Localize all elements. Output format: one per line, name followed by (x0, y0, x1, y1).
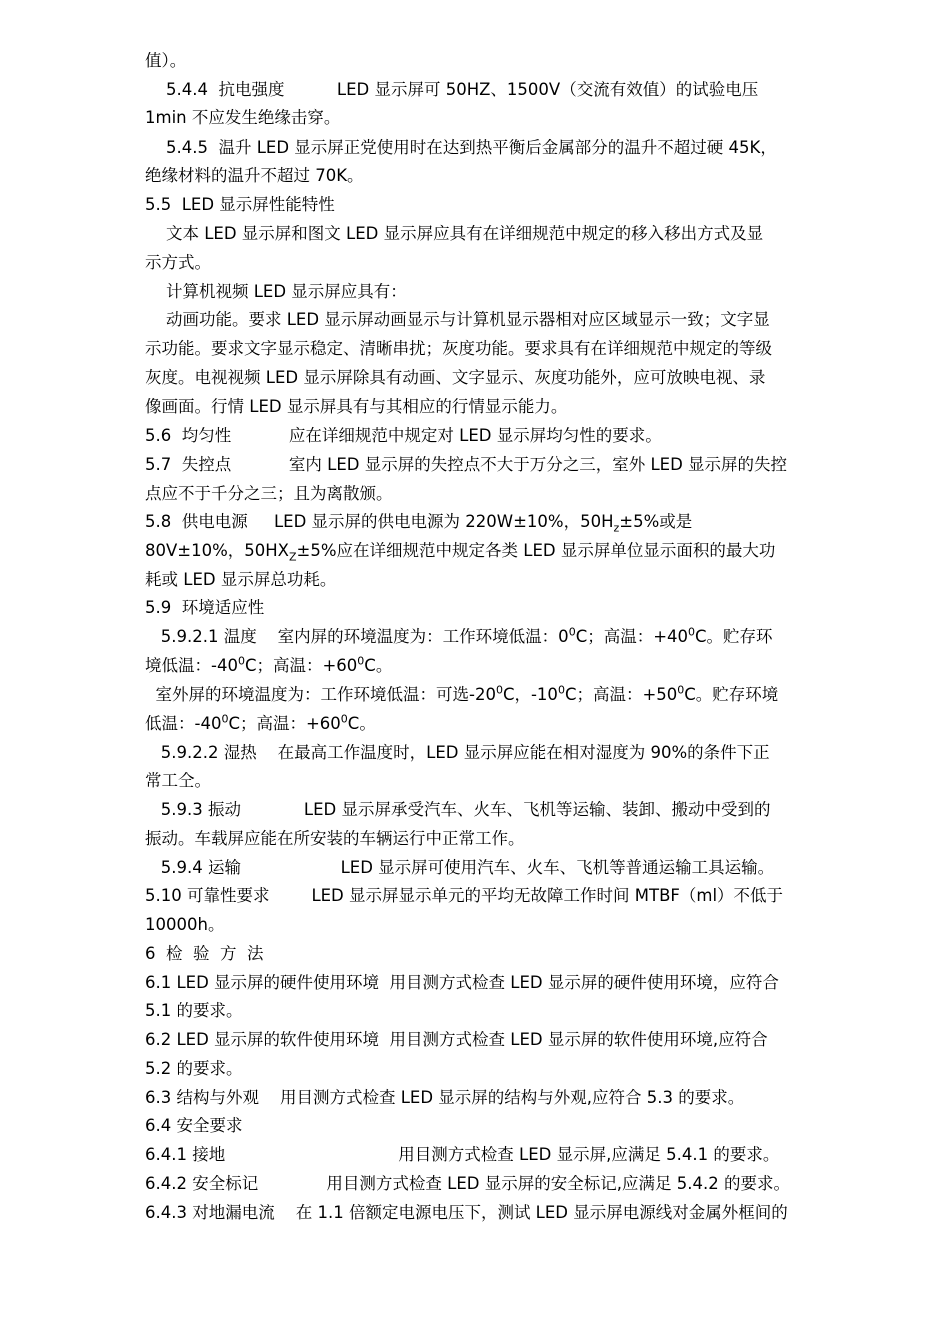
text-line: 像画面。行情 LED 显示屏具有与其相应的行情显示能力。 (145, 397, 568, 416)
superscript: 0 (568, 625, 576, 639)
section-heading (145, 512, 693, 535)
text-run: C。贮存环 (695, 627, 773, 646)
text-line: 5.1 的要求。 (145, 1001, 243, 1020)
section-heading: 5.6 均匀性 应在详细规范中规定对 LED 显示屏均匀性的要求。 (145, 426, 662, 445)
text-line (145, 627, 773, 647)
text-line: 点应不于千分之三；且为离散颁。 (145, 484, 393, 503)
superscript: 0 (340, 712, 348, 726)
superscript: 0 (357, 654, 365, 668)
text-line: 5.2 的要求。 (145, 1059, 243, 1078)
text-line: 动画功能。要求 LED 显示屏动画显示与计算机显示器相对应区域显示一致；文字显 (145, 310, 770, 329)
superscript: 0 (495, 683, 503, 697)
section-heading: 6.2 LED 显示屏的软件使用环境 用目测方式检查 LED 显示屏的软件使用环境,应符合 (145, 1030, 768, 1049)
text-line: 示功能。要求文字显示稳定、清晰串扰；灰度功能。要求具有在详细规范中规定的等级 (145, 339, 772, 358)
text-line: 文本 LED 显示屏和图文 LED 显示屏应具有在详细规范中规定的移入移出方式及显 (145, 224, 764, 243)
chapter-heading: 6 检 验 方 法 (145, 944, 264, 963)
text-line: 6.4.3 对地漏电流 在 1.1 倍额定电源电压下，测试 LED 显示屏电源线对金属外框间的 (145, 1203, 788, 1222)
section-heading: 6.1 LED 显示屏的硬件使用环境 用目测方式检查 LED 显示屏的硬件使用环境，应符合 (145, 973, 779, 992)
subscript: z (613, 521, 620, 535)
text-line: 常工仝。 (145, 771, 211, 790)
text-line: 5.4.5 温升 LED 显示屏正党使用时在达到热平衡后金属部分的温升不超过硬 45K， (145, 138, 777, 157)
section-heading: 5.10 可靠性要求 LED 显示屏显示单元的平均无故障工作时间 MTBF（ml）不低于 (145, 886, 784, 905)
section-heading: 6.3 结构与外观 用目测方式检查 LED 显示屏的结构与外观,应符合 5.3 的要求。 (145, 1088, 745, 1107)
text-line: 振动。车载屏应能在所安装的车辆运行中正常工作。 (145, 829, 525, 848)
text-line: 5.9.2.2 湿热 在最高工作温度时，LED 显示屏应能在相对湿度为 90%的条件下正 (145, 743, 770, 762)
text-run: 境低温：-40 (145, 656, 238, 675)
text-run: C。 (347, 714, 376, 733)
text-run: 80V±10%，50HX (145, 541, 289, 560)
text-run: C。 (364, 656, 393, 675)
superscript: 0 (557, 683, 565, 697)
text-run: 5.9.2.1 温度 室内屏的环境温度为：工作环境低温：0 (145, 627, 569, 646)
superscript: 0 (221, 712, 229, 726)
text-run: ±5%或是 (619, 512, 693, 531)
text-line: 耗或 LED 显示屏总功耗。 (145, 570, 337, 589)
text-run: ±5%应在详细规范中规定各类 LED 显示屏单位显示面积的最大功 (296, 541, 776, 560)
text-line: 绝缘材料的温升不超过 70K。 (145, 166, 364, 185)
section-heading: 5.5 LED 显示屏性能特性 (145, 195, 335, 214)
text-run: 5.8 供电电源 LED 显示屏的供电电源为 220W±10%，50H (145, 512, 614, 531)
text-run: C，-10 (502, 685, 558, 704)
text-run: 低温：-40 (145, 714, 222, 733)
section-heading: 6.4 安全要求 (145, 1116, 243, 1135)
superscript: 0 (688, 625, 696, 639)
text-run: C；高温：+60 (244, 656, 358, 675)
text-line (145, 656, 392, 676)
subscript: Z (289, 550, 297, 564)
text-line: 1min 不应发生绝缘击穿。 (145, 108, 341, 127)
text-line: 5.9.3 振动 LED 显示屏承受汽车、火车、飞机等运输、装卸、搬动中受到的 (145, 800, 771, 819)
text-run: C；高温：+60 (228, 714, 341, 733)
text-run: C；高温：+50 (564, 685, 678, 704)
text-line (145, 714, 376, 734)
text-line: 6.4.2 安全标记 用目测方式检查 LED 显示屏的安全标记,应满足 5.4.2 的要求。 (145, 1174, 790, 1193)
text-line: 值）。 (145, 51, 187, 70)
text-line: 5.9.4 运输 LED 显示屏可使用汽车、火车、飞机等普通运输工具运输。 (145, 858, 775, 877)
text-line: 5.4.4 抗电强度 LED 显示屏可 50HZ、1500V（交流有效值）的试验电压 (145, 80, 759, 99)
text-line: 示方式。 (145, 253, 211, 272)
text-line: 6.4.1 接地 用目测方式检查 LED 显示屏,应满足 5.4.1 的要求。 (145, 1145, 780, 1164)
text-line: 10000h。 (145, 915, 225, 934)
text-line: 灰度。电视视频 LED 显示屏除具有动画、文字显示、灰度功能外，应可放映电视、录 (145, 368, 766, 387)
text-run: C；高温：+40 (575, 627, 689, 646)
superscript: 0 (677, 683, 685, 697)
text-run: C。贮存环境 (684, 685, 779, 704)
superscript: 0 (237, 654, 245, 668)
text-line (145, 685, 778, 705)
section-heading: 5.7 失控点 室内 LED 显示屏的失控点不大于万分之三，室外 LED 显示屏的失控 (145, 455, 788, 474)
text-run: 室外屏的环境温度为：工作环境低温：可选-20 (145, 685, 496, 704)
text-line: 计算机视频 LED 显示屏应具有： (145, 282, 407, 301)
section-heading: 5.9 环境适应性 (145, 598, 265, 617)
text-line (145, 541, 776, 564)
